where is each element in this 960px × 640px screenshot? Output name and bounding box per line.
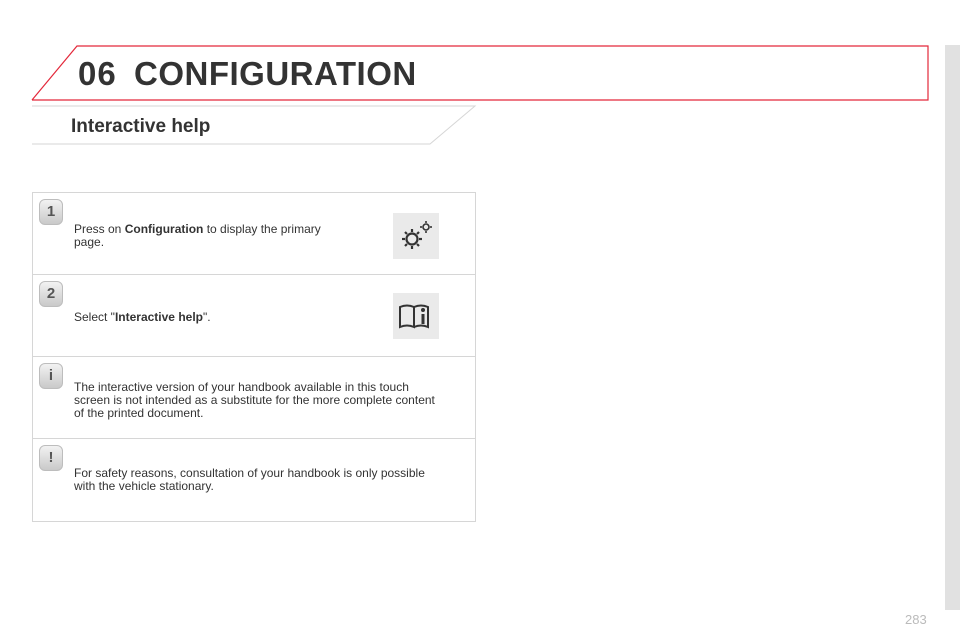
configuration-button[interactable] <box>393 213 439 259</box>
warning-text: For safety reasons, consultation of your handbook is only possible with the vehicle stationary. <box>74 466 425 493</box>
page-number: 283 <box>905 612 927 627</box>
warning-badge: ! <box>39 445 63 471</box>
interactive-help-label: Interactive help <box>114 310 203 324</box>
info-row <box>33 357 475 439</box>
page-edge-strip <box>945 45 960 610</box>
book-info-icon <box>393 293 439 339</box>
section-title: Interactive help <box>71 116 211 137</box>
step-row-1 <box>33 193 475 275</box>
warning-row <box>33 439 475 521</box>
info-text: The interactive version of your handbook available in this touch screen is not intended as a substitute for the more complete content of the printed document. <box>74 380 435 420</box>
gear-icon <box>393 213 439 259</box>
step-badge: 2 <box>39 281 63 307</box>
interactive-help-button[interactable] <box>393 293 439 339</box>
info-badge: i <box>39 363 63 389</box>
step-text: Select "Interactive help". <box>74 310 211 324</box>
chapter-title: CONFIGURATION <box>134 55 417 92</box>
chapter-number: 06 <box>78 55 117 92</box>
configuration-label: Configuration <box>124 222 204 236</box>
step-row-2 <box>33 275 475 357</box>
step-badge: 1 <box>39 199 63 225</box>
instructions-box <box>32 192 476 522</box>
step-text: Press on Configuration to display the primary page. <box>74 222 321 249</box>
